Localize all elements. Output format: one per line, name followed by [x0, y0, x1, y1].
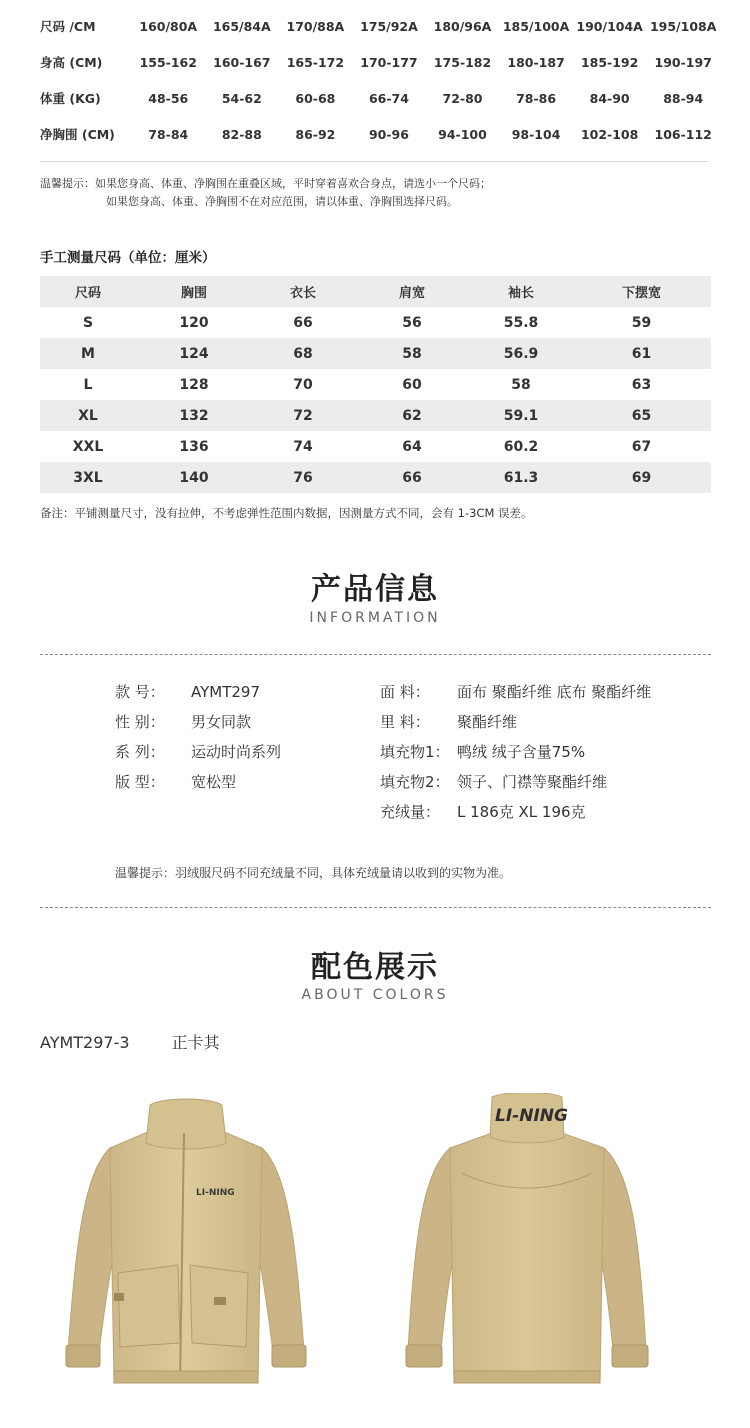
height-row [40, 44, 720, 80]
chest-cell: 90-96 [368, 126, 409, 142]
table-row [40, 462, 711, 493]
info-item-gender [115, 707, 281, 737]
size-cell: 165/84A [212, 18, 271, 34]
table-cell: 63 [631, 376, 652, 393]
table-cell: 59 [631, 314, 652, 331]
weight-cell: 66-74 [368, 90, 409, 106]
table-cell: 60.2 [503, 438, 539, 455]
table-cell: 67 [631, 438, 652, 455]
table-cell: 70 [293, 376, 313, 393]
size-cell: 185/100A [502, 18, 570, 34]
color-code: AYMT297-3 [40, 1033, 130, 1052]
table-cell: 60 [402, 376, 422, 393]
size-tip-line-1: 温馨提示：如果您身高、体重、净胸围在重叠区域，平时穿着喜欢合身点，请选小一个尺码； [40, 177, 491, 190]
height-row-label: 身高 (CM) [40, 55, 103, 70]
header-cell: 胸围 [180, 286, 207, 301]
chest-cell: 98-104 [511, 126, 561, 142]
height-cell: 165-172 [286, 54, 345, 70]
table-cell: 56.9 [503, 345, 539, 362]
height-cell: 170-177 [360, 54, 418, 70]
info-item-fit [115, 767, 281, 797]
table-cell: 55.8 [503, 314, 539, 331]
product-info-title: 产品信息 [311, 572, 439, 607]
weight-cell: 48-56 [148, 90, 189, 106]
logo-text-back: LI-NING [495, 1106, 568, 1126]
weight-cell: 60-68 [295, 90, 336, 106]
chest-row [40, 116, 720, 152]
info-value: 鸭绒 绒子含量75% [457, 743, 586, 761]
info-label: 面 料： [380, 683, 430, 701]
info-label: 系 列： [115, 743, 165, 761]
info-value: 面布 聚酯纤维 底布 聚酯纤维 [457, 683, 652, 701]
table-cell: 61 [631, 345, 652, 362]
info-value: 领子、门襟等聚酯纤维 [457, 773, 608, 791]
size-reference-table [40, 8, 720, 152]
table-cell: 72 [293, 407, 313, 424]
table-cell: 68 [293, 345, 313, 362]
table-cell: 124 [179, 345, 209, 362]
info-value: 聚酯纤维 [457, 713, 518, 731]
color-variant [40, 1030, 220, 1053]
info-label: 版 型： [115, 773, 165, 791]
table-cell: XL [78, 407, 98, 424]
chest-cell: 82-88 [221, 126, 262, 142]
chest-cell: 102-108 [580, 126, 639, 142]
table-row [40, 431, 711, 462]
size-row-label: 尺码 /CM [40, 19, 96, 34]
height-cell: 190-197 [654, 54, 712, 70]
manual-measure-title: 手工测量尺码（单位：厘米） [40, 250, 216, 266]
table-cell: 128 [179, 376, 209, 393]
table-header-row [40, 276, 711, 307]
info-label: 性 别： [115, 713, 165, 731]
table-cell: 120 [179, 314, 209, 331]
table-cell: 132 [179, 407, 209, 424]
header-cell: 衣长 [289, 286, 316, 301]
info-label: 里 料： [380, 713, 430, 731]
table-row [40, 307, 711, 338]
table-cell: 56 [402, 314, 422, 331]
size-tip-line-2: 如果您身高、体重、净胸围不在对应范围，请以体重、净胸围选择尺码。 [106, 195, 458, 208]
weight-cell: 78-86 [516, 90, 557, 106]
size-cell: 190/104A [576, 18, 643, 34]
info-item-fabric [380, 677, 651, 707]
height-cell: 155-162 [139, 54, 197, 70]
measure-note: 备注：平铺测量尺寸，没有拉伸，不考虑弹性范围内数据，因测量方式不同，会有 1-3CM 误差。 [40, 506, 533, 520]
height-cell: 160-167 [213, 54, 271, 70]
manual-measure-table [40, 276, 711, 493]
weight-cell: 72-80 [442, 90, 483, 106]
table-cell: M [81, 345, 95, 362]
color-name: 正卡其 [171, 1033, 220, 1052]
info-value: 运动时尚系列 [191, 743, 282, 761]
table-cell: 58 [511, 376, 531, 393]
info-item-fill-weight [380, 797, 651, 827]
table-cell: XXL [72, 438, 104, 455]
info-item-filling-1 [380, 737, 651, 767]
logo-text-front: LI-NING [196, 1188, 235, 1198]
height-cell: 180-187 [507, 54, 565, 70]
weight-row-label: 体重 (KG) [40, 91, 101, 106]
info-item-model [115, 677, 281, 707]
info-item-filling-2 [380, 767, 651, 797]
product-info-left [115, 677, 281, 797]
size-cell: 195/108A [649, 18, 717, 34]
table-row [40, 369, 711, 400]
header-cell: 肩宽 [398, 286, 425, 301]
table-row [40, 338, 711, 369]
header-cell: 尺码 [74, 286, 101, 301]
table-cell: 76 [293, 469, 313, 486]
product-info-subtitle: INFORMATION [309, 610, 441, 626]
info-label: 款 号： [115, 683, 165, 701]
size-row [40, 8, 720, 44]
divider [40, 161, 708, 162]
info-label: 充绒量： [380, 803, 441, 821]
table-cell: 74 [293, 438, 313, 455]
chest-cell: 94-100 [438, 126, 487, 142]
table-cell: 65 [631, 407, 652, 424]
info-value: 宽松型 [191, 773, 237, 791]
chest-row-label: 净胸围 (CM) [40, 127, 115, 142]
dashed-divider [40, 654, 711, 655]
header-cell: 下摆宽 [621, 286, 661, 301]
info-label: 填充物2： [380, 773, 450, 791]
size-cell: 160/80A [139, 18, 198, 34]
size-cell: 180/96A [433, 18, 492, 34]
jacket-back-image [402, 1093, 652, 1395]
jacket-front-svg [62, 1093, 310, 1395]
colors-subtitle: ABOUT COLORS [301, 987, 449, 1003]
jacket-back-svg [402, 1093, 652, 1395]
info-label: 填充物1： [380, 743, 450, 761]
table-cell: 69 [631, 469, 652, 486]
height-cell: 175-182 [433, 54, 492, 70]
weight-cell: 88-94 [663, 90, 704, 106]
info-value: 男女同款 [191, 713, 252, 731]
table-cell: L [83, 376, 93, 393]
table-cell: 136 [179, 438, 209, 455]
table-cell: 66 [293, 314, 313, 331]
table-cell: 140 [179, 469, 209, 486]
table-row [40, 400, 711, 431]
info-item-lining [380, 707, 651, 737]
table-cell: S [82, 314, 94, 331]
info-item-series [115, 737, 281, 767]
table-cell: 64 [402, 438, 422, 455]
height-cell: 185-192 [580, 54, 639, 70]
weight-cell: 84-90 [589, 90, 630, 106]
colors-title: 配色展示 [311, 950, 439, 985]
info-value: AYMT297 [191, 683, 260, 701]
fill-weight-tip: 温馨提示：羽绒服尺码不同充绒量不同，具体充绒量请以收到的实物为准。 [115, 866, 512, 880]
table-cell: 61.3 [503, 469, 539, 486]
product-info-right [380, 677, 651, 827]
weight-row [40, 80, 720, 116]
jacket-front-image [62, 1093, 310, 1395]
size-cell: 175/92A [360, 18, 418, 34]
chest-cell: 86-92 [295, 126, 336, 142]
header-cell: 袖长 [507, 286, 534, 301]
size-tips [40, 175, 491, 211]
table-cell: 58 [402, 345, 422, 362]
table-cell: 59.1 [503, 407, 539, 424]
chest-cell: 106-112 [654, 126, 712, 142]
chest-cell: 78-84 [148, 126, 189, 142]
info-value: L 186克 XL 196克 [457, 803, 586, 821]
weight-cell: 54-62 [221, 90, 262, 106]
size-cell: 170/88A [286, 18, 345, 34]
table-cell: 66 [402, 469, 422, 486]
table-cell: 3XL [73, 469, 103, 486]
table-cell: 62 [402, 407, 422, 424]
dashed-divider [40, 907, 711, 908]
